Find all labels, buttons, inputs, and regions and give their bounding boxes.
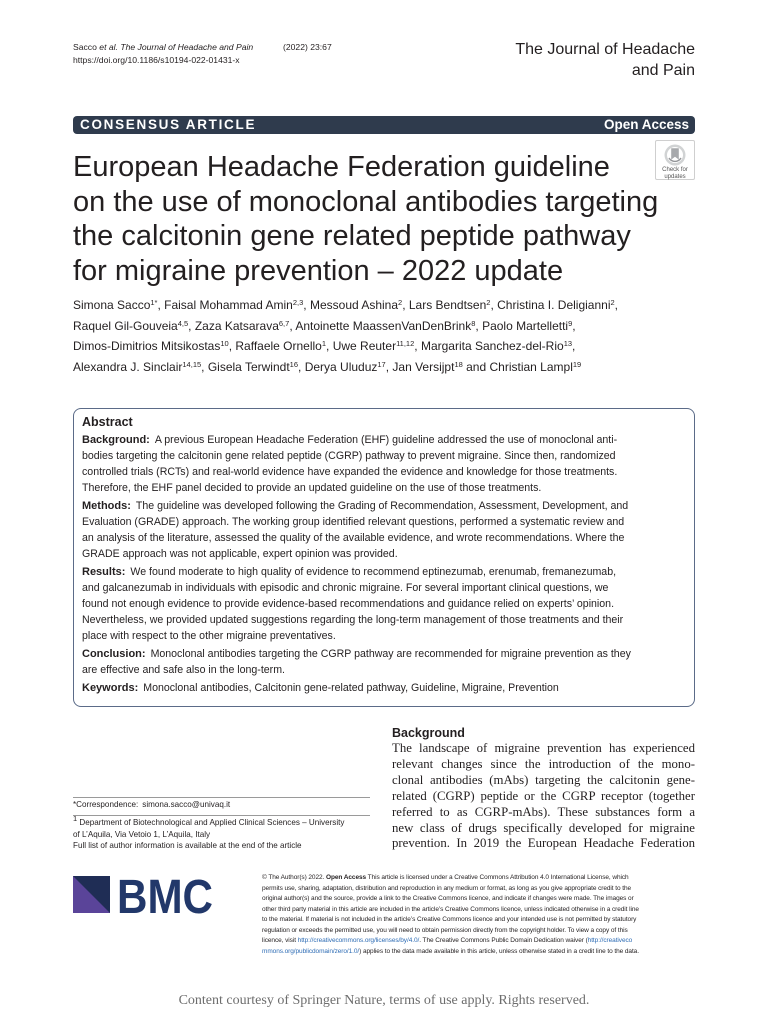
author-separator: , [402,298,409,312]
author-separator: , [188,318,195,333]
journal-name-line: and Pain [631,61,695,79]
author-separator: , [228,339,236,353]
abstract-line [82,628,631,644]
author-name: Raffaele Ornello [235,339,322,353]
license-link[interactable]: http://creativeco [587,937,633,944]
affiliation-marker: 2 [486,298,491,307]
author-line [73,295,618,316]
author [73,339,229,353]
author-line [73,357,618,378]
author-name: Derya Uluduz [304,359,378,374]
title-line: on the use of monoclonal antibodies targeting [73,185,659,218]
license-link[interactable]: mmons.org/publicdomain/zero/1.0/ [262,947,360,955]
abstract-text: controlled trials (RCTs) and real-world evidence have expanded the evidence and knowledge for those treatments. [82,466,618,478]
affiliation-marker: 2 [398,298,403,307]
author-separator: , [298,359,305,374]
affiliation-marker: 9 [568,318,573,328]
author [164,298,303,312]
abstract-section-label: Conclusion: [82,648,146,660]
abstract-text: Evaluation (GRADE) approach. The working group identified relevant questions, performed a systematic review and [82,516,625,528]
affiliation-marker: 1 [321,339,327,348]
open-access-label: Open Access [325,874,367,881]
author-separator: , [614,298,619,312]
license-text: ) applies to the data made available in this article, unless otherwise stated in a credit line to the data. [359,947,639,955]
check-for-updates-label: Check for [662,167,688,173]
license-link[interactable]: http://creativecommons.org/licenses/by/4.0/ [297,937,420,944]
affiliation-line [73,814,345,829]
author-name: Christina I. Deligianni [497,298,611,312]
license-line [262,905,639,916]
abstract-section-label: Methods: [82,500,131,512]
affiliation-marker: 16 [289,359,299,369]
license-text: This article is licensed under a Creative Commons Attribution 4.0 International License, which [366,874,629,881]
author-separator: , [289,318,296,333]
check-for-updates-label: updates [664,173,686,180]
abstract-line [82,680,631,696]
author [310,298,402,312]
author [305,360,386,374]
affiliation-marker: 2,3 [292,298,304,307]
citation-year-volume: (2022) 23:67 [283,42,332,52]
author-separator: , [201,359,208,374]
affiliation-note [73,814,345,840]
abstract-text: an analysis of the literature, assessed the quality of the available evidence, and wrote recommendations. Where the [82,532,625,544]
license-text: other third party material in this article are included in the article’s Creative Commons licence, unless indicated otherwise in a credit line [262,905,639,913]
journal-name [515,40,695,81]
open-access-label: Open Access [603,117,689,132]
citation-author: Sacco [73,42,97,52]
courtesy-notice: Content courtesy of Springer Nature, terms of use apply. Rights reserved. [178,993,590,1008]
author-line [73,316,618,337]
affiliation-marker: 4,5 [177,318,189,328]
abstract-section-label: Background: [82,434,150,446]
author-name: Lars Bendtsen [408,298,487,312]
author [73,360,201,374]
license-text: © The Author(s) 2022. [262,874,326,881]
author [195,319,289,333]
abstract-line [82,546,631,562]
affiliation-text: Department of Biotechnological and Applied Clinical Sciences – University [79,818,345,827]
abstract-box [73,408,695,707]
author-separator: , [326,339,333,353]
body-text-line: related (CGRP) peptide or the CGRP receptor (together [392,788,695,803]
bmc-logo [73,871,214,924]
abstract-text: Monoclonal antibodies, Calcitonin gene-related pathway, Guideline, Migraine, Prevention [143,682,559,694]
abstract-line [82,480,631,496]
doi-link[interactable]: https://doi.org/10.1186/s10194-022-01431-x [73,55,240,65]
crossmark-icon [664,144,686,166]
author-separator: , [572,339,576,353]
abstract-text: GRADE approach was not applicable, expert opinion was provided. [82,548,398,560]
author-name: Messoud Ashina [309,298,399,312]
body-text-line: new class of drugs specifically developed for migraine [392,820,695,835]
affiliation-marker: 8 [471,318,476,328]
license-line [262,884,639,895]
body-text-line: relevant changes since the introduction of the mono- [392,756,695,771]
abstract-text: and galcanezumab in individuals with episodic and chronic migraine. For several important clinical questions, we [82,582,609,594]
citation-line [73,41,253,53]
license-line [262,894,639,905]
abstract-text: found not enough evidence to provide evidence-based recommendations and guidance relied on experts’ opinion. [82,598,615,610]
author-separator: , [572,318,576,333]
check-for-updates-button[interactable] [655,140,695,180]
abstract-line [82,580,631,596]
abstract-line [82,432,631,448]
correspondence-email-link[interactable]: simona.sacco@univaq.it [142,800,231,809]
abstract-line [82,448,631,464]
author-name: Faisal Mohammad Amin [164,298,293,312]
body-text [392,741,695,852]
author-name: Jan Versijpt [392,359,455,374]
author-separator: , [385,359,393,374]
author [73,319,188,333]
abstract-line [82,662,631,678]
abstract-section-label: Keywords: [82,682,139,694]
affiliation-marker: 14,15 [182,359,202,369]
affiliation-marker: 19 [572,359,582,369]
author-separator: , [490,298,498,312]
title-line: for migraine prevention – 2022 update [73,254,564,287]
author [333,339,415,353]
abstract-text: bodies targeting the calcitonin gene related peptide (CGRP) pathway to prevent migraine. Since then, randomized [82,450,616,462]
affiliation-marker: 1 [73,814,78,823]
body-text-line: The landscape of migraine prevention has experienced [392,741,695,755]
abstract-line [82,596,631,612]
license-line [262,947,639,958]
author [73,298,157,312]
license-line [262,873,639,884]
abstract-text: are effective and safe also in the long-term. [82,664,285,676]
author [421,339,572,353]
abstract-text: Monoclonal antibodies targeting the CGRP pathway are recommended for migraine prevention as they [150,648,631,660]
affiliation-marker: 2 [610,298,615,307]
license-line [262,926,639,937]
abstract-text: The guideline was developed following the Grading of Recommendation, Assessment, Development, and [135,500,629,512]
abstract-line [82,498,631,514]
affiliation-marker: 11,12 [396,339,415,348]
article-title [73,150,658,288]
author-info-note: Full list of author information is available at the end of the article [73,841,302,850]
author-name: Alexandra J. Sinclair [73,359,183,374]
affiliation-marker: 17 [377,359,386,369]
abstract-line [82,464,631,480]
abstract-body [82,432,631,698]
author [235,339,326,353]
author-separator: , [303,298,310,312]
body-text-line: referred to as CGRP-mAbs). These substances form a [392,804,695,819]
abstract-line [82,514,631,530]
author-separator: and [462,359,490,374]
license-text: to the material. If material is not included in the article’s Creative Commons licence and your intended use is not permitted by statutory [262,916,637,923]
abstract-section-label: Results: [82,566,126,578]
citation-journal: The Journal of Headache and Pain [120,42,254,52]
abstract-text: Nevertheless, we provided updated suggestions regarding the long-term management of those treatments and their [82,614,624,626]
author-name: Gisela Terwindt [207,359,290,374]
license-text: regulation or exceeds the permitted use, you will need to obtain permission directly from the copyright holder. To view a copy of this [262,926,628,934]
license-text: . The Creative Commons Public Domain Dedication waiver ( [419,937,588,944]
journal-name-line: The Journal of Headache [515,41,695,58]
abstract-section-methods [82,498,631,562]
license-text: original author(s) and the source, provide a link to the Creative Commons licence, and indicate if changes were made. The images or [262,895,634,902]
title-line: European Headache Federation guideline [73,151,610,183]
body-text-line: clonal antibodies (mAbs) targeting the calcitonin gene- [392,772,695,787]
license-text: permits use, sharing, adaptation, distribution and reproduction in any medium or format, as long as you give appropriate credit to the [262,884,632,892]
author [295,319,475,333]
author-name: Simona Sacco [73,298,151,312]
affiliation-marker: 13 [563,339,573,348]
abstract-line [82,612,631,628]
body-text-line: prevention. In 2019 the European Headache Federation [392,836,695,851]
author-list [73,295,618,377]
author-name: Christian Lampl [489,359,573,374]
bmc-logo-text: BMC [117,871,213,924]
license-line [262,936,639,947]
author-name: Zaza Katsarava [194,318,279,333]
author-line [73,336,618,357]
affiliation-line: of L’Aquila, Via Vetoio 1, L’Aquila, Italy [73,829,211,839]
abstract-text: Therefore, the EHF panel decided to provide an updated guideline on the use of those treatments. [82,482,542,494]
citation-et-al: et al. [99,42,118,52]
author-name: Uwe Reuter [332,339,397,353]
affiliation-marker: 1* [150,298,158,307]
author-separator: , [475,318,483,333]
abstract-line [82,530,631,546]
abstract-heading: Abstract [82,415,133,429]
author-name: Antoinette MaassenVanDenBrink [295,318,472,333]
author [392,360,462,374]
footnote-divider [73,815,370,816]
author-separator: , [157,298,165,312]
author [208,360,298,374]
license-statement [262,873,639,957]
affiliation-marker: 10 [220,339,229,348]
abstract-text: We found moderate to high quality of evidence to recommend eptinezumab, erenumab, fremanezumab, [130,566,617,578]
abstract-line [82,646,631,662]
license-line [262,915,639,926]
author-separator: , [414,339,421,353]
license-text: licence, visit [262,937,298,944]
author [409,298,491,312]
author-name: Margarita Sanchez-del-Rio [420,339,564,353]
title-line: the calcitonin gene related peptide pathway [73,220,631,252]
author-name: Paolo Martelletti [482,318,569,333]
abstract-section-results [82,564,631,644]
footnote-divider [73,797,370,798]
article-type-banner [73,116,695,134]
affiliation-marker: 18 [454,359,463,369]
abstract-section-background [82,432,631,496]
author [497,298,615,312]
abstract-text: A previous European Headache Federation (EHF) guideline addressed the use of monoclonal anti- [154,434,618,446]
abstract-line [82,564,631,580]
correspondence-label: *Correspondence: [73,800,139,809]
abstract-section-conclusion [82,646,631,678]
author-name: Dimos-Dimitrios Mitsikostas [73,339,221,353]
section-heading: Background [392,726,465,740]
author-name: Raquel Gil-Gouveia [73,318,178,333]
affiliation-marker: 6,7 [278,318,290,328]
author [482,319,572,333]
article-type-label: CONSENSUS ARTICLE [80,117,257,132]
abstract-section-keywords [82,680,631,696]
abstract-text: place with respect to the other migraine preventatives. [82,630,336,642]
author [490,360,582,374]
correspondence-note [73,799,230,810]
